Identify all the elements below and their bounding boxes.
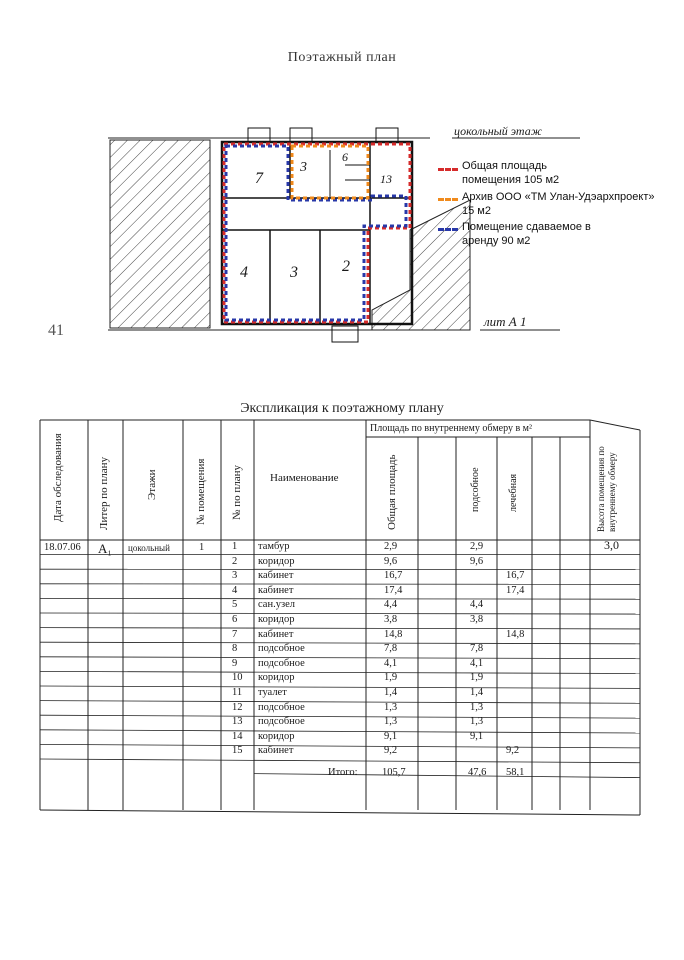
header-area-group: Площадь по внутреннему обмеру в м² [370, 423, 532, 434]
cell-name: тамбур [258, 541, 290, 552]
cell-name: коридор [258, 614, 295, 625]
totals-label: Итого: [328, 767, 358, 778]
cell-plan-no: 2 [232, 555, 238, 567]
cell-total-area: 1,3 [384, 716, 398, 728]
cell-plan-no: 3 [232, 570, 238, 582]
cell-total-area: 4,4 [384, 599, 398, 611]
cell-total-area: 9,1 [384, 730, 398, 742]
cell-aux-area: 9,1 [470, 730, 484, 742]
cell-total-area: 7,8 [384, 643, 398, 655]
cell-name: кабинет [258, 745, 294, 757]
cell-aux-area: 4,1 [470, 657, 484, 669]
cell-main-area: 14,8 [506, 628, 525, 640]
cell-total-area: 9,2 [384, 745, 398, 757]
cell-main-area: 9,2 [506, 745, 520, 757]
cell-total-area: 9,6 [384, 555, 398, 567]
cell-total-area: 1,3 [384, 701, 398, 713]
header-name: Наименование [270, 472, 339, 484]
legend-archive-line2: 15 м2 [462, 205, 491, 217]
cell-name: кабинет [258, 628, 294, 640]
totals-total: 105,7 [382, 767, 406, 778]
header-date: Дата обследования [52, 433, 64, 522]
header-aux: подсобное [470, 467, 481, 512]
legend-archive-line1: Архив ООО «ТМ Улан-Удэархпроект» [462, 191, 655, 203]
cell-plan-no: 6 [232, 614, 238, 625]
header-plan-no: № по плану [231, 464, 243, 520]
cell-total-area: 1,9 [384, 672, 398, 684]
cell-total-area: 14,8 [384, 628, 403, 640]
room-label: 7 [255, 170, 263, 187]
cell-plan-no: 12 [232, 701, 243, 713]
cell-plan-no: 15 [232, 745, 243, 757]
cell-aux-area: 1,4 [470, 687, 484, 698]
header-main: лечебная [508, 473, 519, 512]
cell-plan-no: 10 [232, 672, 243, 684]
cell-plan-no: 1 [232, 541, 238, 552]
cell-aux-area: 1,3 [470, 716, 484, 728]
cell-plan-no: 9 [232, 657, 238, 669]
cell-name: подсобное [258, 701, 305, 713]
cell-date: 18.07.06 [44, 542, 81, 553]
cell-total-area: 4,1 [384, 657, 398, 669]
explication-title: Экспликация к поэтажному плану [240, 401, 444, 416]
header-height: Высота помещения по внутреннему обмеру [596, 446, 617, 532]
room-label: 3 [290, 264, 298, 281]
cell-liter: А₁ [98, 541, 112, 556]
lit-label: лит А 1 [484, 314, 527, 329]
legend-total-line1: Общая площадь [462, 160, 547, 172]
cell-height: 3,0 [604, 538, 619, 552]
cell-name: подсобное [258, 643, 305, 655]
cell-name: туалет [258, 687, 287, 698]
cell-name: кабинет [258, 570, 294, 582]
cell-total-area: 2,9 [384, 541, 398, 552]
room-label: 13 [380, 172, 392, 186]
cell-name: подсобное [258, 716, 305, 728]
cell-main-area: 16,7 [506, 570, 525, 582]
cell-main-area: 17,4 [506, 584, 525, 596]
side-mark: 41 [48, 322, 64, 339]
cell-aux-area: 1,3 [470, 701, 484, 713]
cell-plan-no: 11 [232, 687, 243, 698]
room-label: 4 [240, 264, 248, 281]
cell-plan-no: 13 [232, 716, 243, 728]
header-premise-no: № помещения [195, 458, 207, 525]
header-floors: Этажи [146, 469, 158, 500]
cell-name: сан.узел [258, 599, 295, 611]
cell-total-area: 3,8 [384, 614, 398, 625]
totals-main: 58,1 [506, 767, 525, 778]
cell-total-area: 1,4 [384, 687, 398, 698]
cell-total-area: 16,7 [384, 570, 403, 582]
cell-name: коридор [258, 555, 295, 567]
header-total-area: Общая площадь [386, 454, 398, 530]
legend-rented-line2: аренду 90 м2 [462, 235, 531, 247]
cell-name: коридор [258, 672, 295, 684]
room-label: 3 [300, 160, 307, 175]
floor-label: цокольный этаж [454, 124, 542, 138]
cell-floor: цокольный [128, 543, 170, 553]
cell-aux-area: 7,8 [470, 643, 484, 655]
cell-name: кабинет [258, 584, 294, 596]
header-liter: Литер по плану [98, 456, 110, 530]
cell-name: коридор [258, 730, 295, 742]
room-label: 2 [342, 258, 350, 275]
legend-total-line2: помещения 105 м2 [462, 174, 560, 186]
cell-plan-no: 5 [232, 599, 238, 611]
totals-aux: 47,6 [468, 767, 487, 778]
plan-title: Поэтажный план [287, 50, 397, 65]
cell-aux-area: 1,9 [470, 672, 484, 684]
cell-aux-area: 2,9 [470, 541, 484, 552]
cell-aux-area: 3,8 [470, 614, 484, 625]
cell-plan-no: 8 [232, 643, 238, 655]
cell-plan-no: 7 [232, 628, 238, 640]
cell-total-area: 17,4 [384, 584, 403, 596]
cell-aux-area: 9,6 [470, 555, 484, 567]
cell-plan-no: 14 [232, 730, 243, 742]
cell-plan-no: 4 [232, 584, 238, 596]
room-label: 6 [342, 150, 348, 164]
cell-name: подсобное [258, 657, 305, 669]
legend-rented-line1: Помещение сдаваемое в [462, 221, 591, 233]
cell-aux-area: 4,4 [470, 599, 484, 611]
cell-premise: 1 [199, 542, 205, 553]
